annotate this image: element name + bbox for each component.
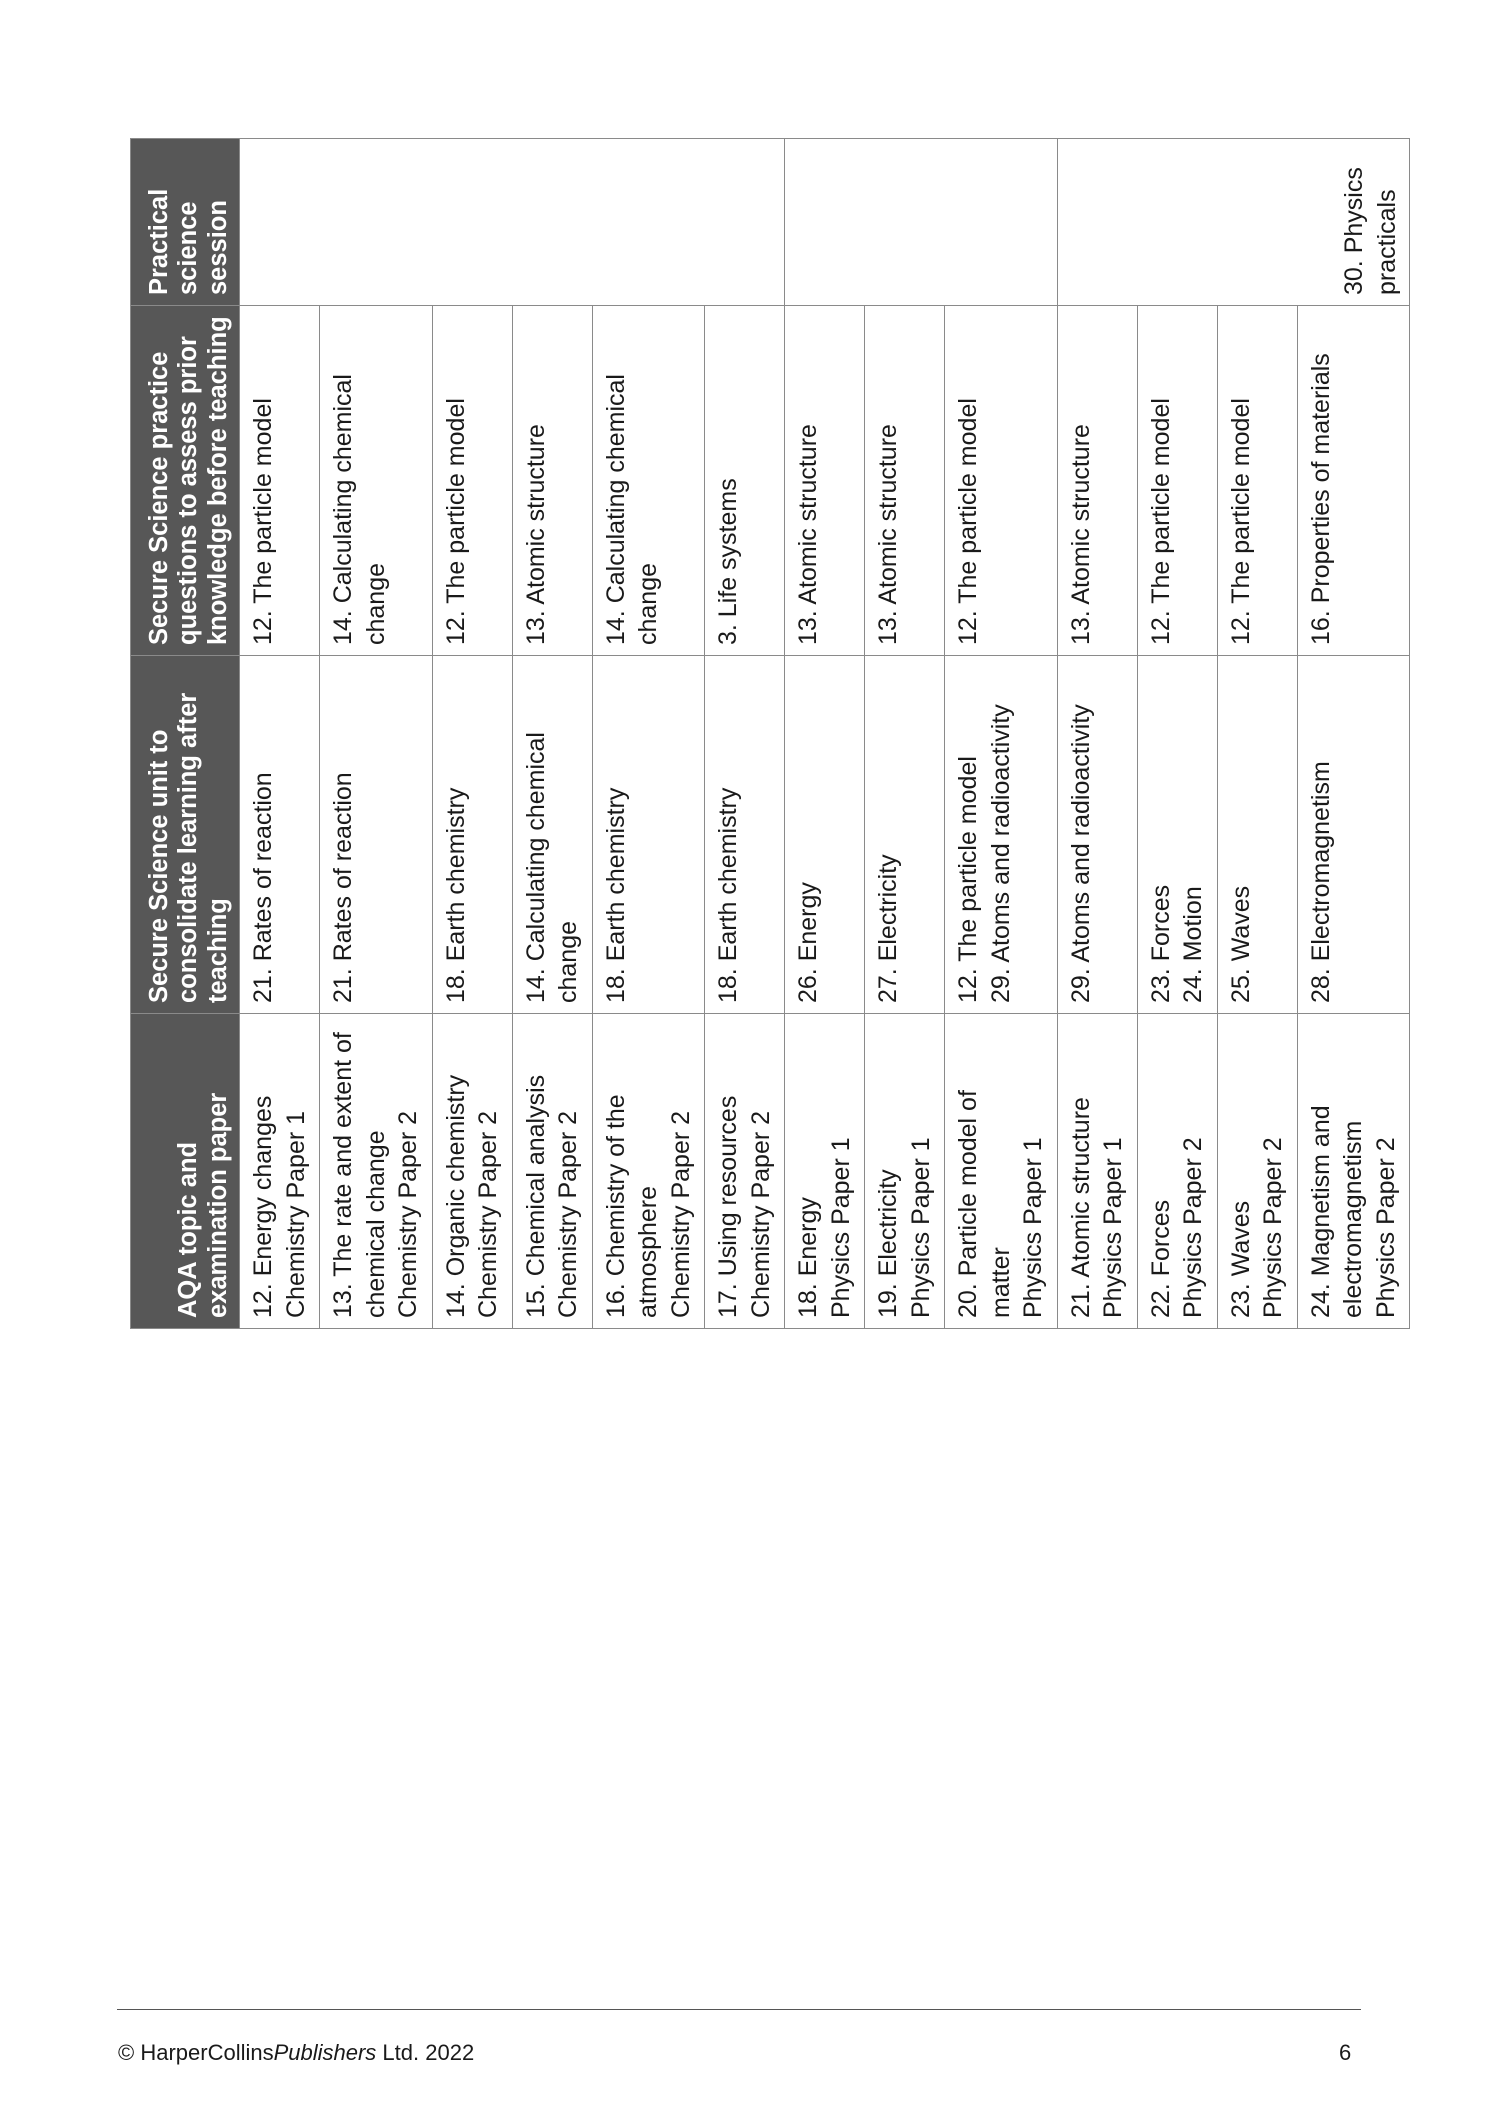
- header-aqa-topic: AQA topic and examination paper: [131, 1014, 240, 1329]
- table-wrapper: [130, 139, 1401, 1329]
- unit-cell: [865, 656, 945, 1014]
- unit-cell-line: 18. Earth chemistry: [714, 787, 742, 1003]
- unit-cell: [320, 656, 433, 1014]
- practical-session-cell: [785, 139, 1058, 306]
- page-number: 6: [1339, 2040, 1352, 2065]
- topic-cell-line: Chemistry Paper 1: [281, 1110, 310, 1318]
- practice-cell-line: 3. Life systems: [714, 478, 742, 645]
- unit-cell-line: 29. Atoms and radioactivity: [986, 704, 1015, 1003]
- table-row: [1057, 139, 1137, 1329]
- table-row: [1137, 139, 1217, 1329]
- table-header-row: [131, 139, 240, 1329]
- topic-cell-line: 22. Forces: [1146, 1199, 1175, 1318]
- topic-cell-line: Chemistry Paper 2: [554, 1110, 582, 1318]
- topic-cell-line: 19. Electricity: [874, 1169, 902, 1318]
- unit-cell-line: 27. Electricity: [874, 854, 902, 1003]
- topic-cell-line: 20. Particle model of matter: [954, 1090, 1015, 1318]
- header-secure-unit: Secure Science unit to consolidate learning after teaching: [131, 656, 240, 1014]
- unit-cell-line: 14. Calculating chemical change: [521, 732, 582, 1003]
- practice-cell-line: 12. The particle model: [1146, 398, 1175, 645]
- topic-cell: [865, 1014, 945, 1329]
- unit-cell-line: 28. Electromagnetism: [1306, 761, 1335, 1003]
- practice-cell: [320, 306, 433, 656]
- practice-cell: [1297, 306, 1410, 656]
- topic-cell-line: 21. Atomic structure: [1066, 1097, 1095, 1318]
- table-row: [240, 139, 320, 1329]
- unit-cell: [1217, 656, 1297, 1014]
- table-row: [865, 139, 945, 1329]
- unit-cell-line: 25. Waves: [1226, 885, 1255, 1003]
- practice-cell-line: 12. The particle model: [954, 398, 982, 645]
- topic-cell: [945, 1014, 1058, 1329]
- practice-cell-line: 14. Calculating chemical change: [329, 374, 390, 645]
- table-row: [320, 139, 433, 1329]
- practical-session-cell: [240, 139, 785, 306]
- unit-cell-line: 29. Atoms and radioactivity: [1066, 704, 1095, 1003]
- topic-cell-line: 13. The rate and extent of chemical change: [329, 1032, 390, 1318]
- practice-cell: [945, 306, 1058, 656]
- topic-cell-line: 15. Chemical analysis: [521, 1074, 550, 1318]
- unit-cell: [1297, 656, 1410, 1014]
- topic-cell-line: Physics Paper 2: [1259, 1137, 1287, 1318]
- topic-cell: [320, 1014, 433, 1329]
- practical-session-cell: 30. Physics practicals: [1057, 139, 1410, 306]
- practice-cell: [432, 306, 512, 656]
- unit-cell: [432, 656, 512, 1014]
- topic-cell-line: Chemistry Paper 2: [746, 1110, 775, 1318]
- topic-cell: [432, 1014, 512, 1329]
- topic-cell-line: Physics Paper 1: [1019, 1137, 1047, 1318]
- topic-cell: [785, 1014, 865, 1329]
- topic-cell: [1057, 1014, 1137, 1329]
- practice-cell: [512, 306, 592, 656]
- unit-cell: [512, 656, 592, 1014]
- topic-cell-line: 24. Magnetism and electromagnetism: [1306, 1105, 1367, 1318]
- unit-cell-line: 18. Earth chemistry: [601, 787, 630, 1003]
- practice-cell: [1137, 306, 1217, 656]
- topic-cell: [512, 1014, 592, 1329]
- topic-cell-line: Physics Paper 2: [1371, 1137, 1400, 1318]
- practice-cell-line: 12. The particle model: [249, 398, 277, 645]
- unit-cell: [1137, 656, 1217, 1014]
- practice-cell: [865, 306, 945, 656]
- topic-cell-line: 23. Waves: [1226, 1200, 1255, 1318]
- practice-cell-line: 14. Calculating chemical change: [601, 374, 662, 645]
- copyright-italic: Publishers: [273, 2040, 377, 2065]
- practice-cell-line: 16. Properties of materials: [1306, 353, 1335, 645]
- topic-cell: [592, 1014, 705, 1329]
- unit-cell-line: 21. Rates of reaction: [249, 772, 277, 1003]
- unit-cell: [240, 656, 320, 1014]
- topic-cell: [1297, 1014, 1410, 1329]
- topic-cell: [705, 1014, 785, 1329]
- unit-cell: [705, 656, 785, 1014]
- unit-cell-line: 12. The particle model: [954, 756, 982, 1003]
- unit-cell: [1057, 656, 1137, 1014]
- practice-cell: [1057, 306, 1137, 656]
- header-practice-questions: Secure Science practice questions to assess prior knowledge before teaching: [131, 306, 240, 656]
- topic-cell-line: 12. Energy changes: [249, 1095, 277, 1318]
- table-row: [785, 139, 865, 1329]
- practice-cell: [705, 306, 785, 656]
- copyright-text: © HarperCollinsPublishers Ltd. 2022: [118, 2040, 475, 2065]
- topics-table: [130, 138, 1410, 1329]
- topic-cell-line: 14. Organic chemistry: [441, 1074, 470, 1318]
- table-row: [1217, 139, 1297, 1329]
- practice-cell-line: 13. Atomic structure: [521, 424, 550, 645]
- table-row: [705, 139, 785, 1329]
- table-row: [945, 139, 1058, 1329]
- topic-cell-line: 17. Using resources: [714, 1095, 742, 1318]
- practice-cell: [1217, 306, 1297, 656]
- footer-divider: [117, 2009, 1361, 2010]
- practice-cell-line: 13. Atomic structure: [874, 424, 902, 645]
- topic-cell-line: 16. Chemistry of the atmosphere: [601, 1094, 662, 1318]
- topic-cell-line: Physics Paper 1: [906, 1137, 935, 1318]
- header-practical-session: Practical science session: [131, 139, 240, 306]
- table-row: [1297, 139, 1410, 1329]
- unit-cell: [945, 656, 1058, 1014]
- practice-cell: [785, 306, 865, 656]
- topic-cell-line: Chemistry Paper 2: [666, 1110, 695, 1318]
- table-row: [432, 139, 512, 1329]
- topic-cell-line: Physics Paper 1: [826, 1137, 855, 1318]
- topic-cell-line: Physics Paper 1: [1099, 1137, 1127, 1318]
- practice-cell-line: 13. Atomic structure: [1066, 424, 1095, 645]
- topic-cell-line: Physics Paper 2: [1179, 1137, 1207, 1318]
- unit-cell-line: 21. Rates of reaction: [329, 772, 357, 1003]
- topic-cell-line: 18. Energy: [794, 1197, 822, 1318]
- table-row: [592, 139, 705, 1329]
- topic-cell: [1217, 1014, 1297, 1329]
- practice-cell-line: 13. Atomic structure: [794, 424, 822, 645]
- unit-cell: [785, 656, 865, 1014]
- topic-cell-line: Chemistry Paper 2: [394, 1110, 422, 1318]
- unit-cell-line: 23. Forces: [1146, 884, 1175, 1003]
- practice-cell: [240, 306, 320, 656]
- topic-cell: [1137, 1014, 1217, 1329]
- practice-cell: [592, 306, 705, 656]
- rotated-table-area: [130, 139, 1401, 1329]
- unit-cell-line: 24. Motion: [1179, 886, 1207, 1003]
- practice-cell-line: 12. The particle model: [441, 398, 470, 645]
- unit-cell-line: 18. Earth chemistry: [441, 787, 470, 1003]
- topic-cell-line: Chemistry Paper 2: [474, 1110, 502, 1318]
- topic-cell: [240, 1014, 320, 1329]
- table-row: [512, 139, 592, 1329]
- unit-cell-line: 26. Energy: [794, 882, 822, 1003]
- practice-cell-line: 12. The particle model: [1226, 398, 1255, 645]
- unit-cell: [592, 656, 705, 1014]
